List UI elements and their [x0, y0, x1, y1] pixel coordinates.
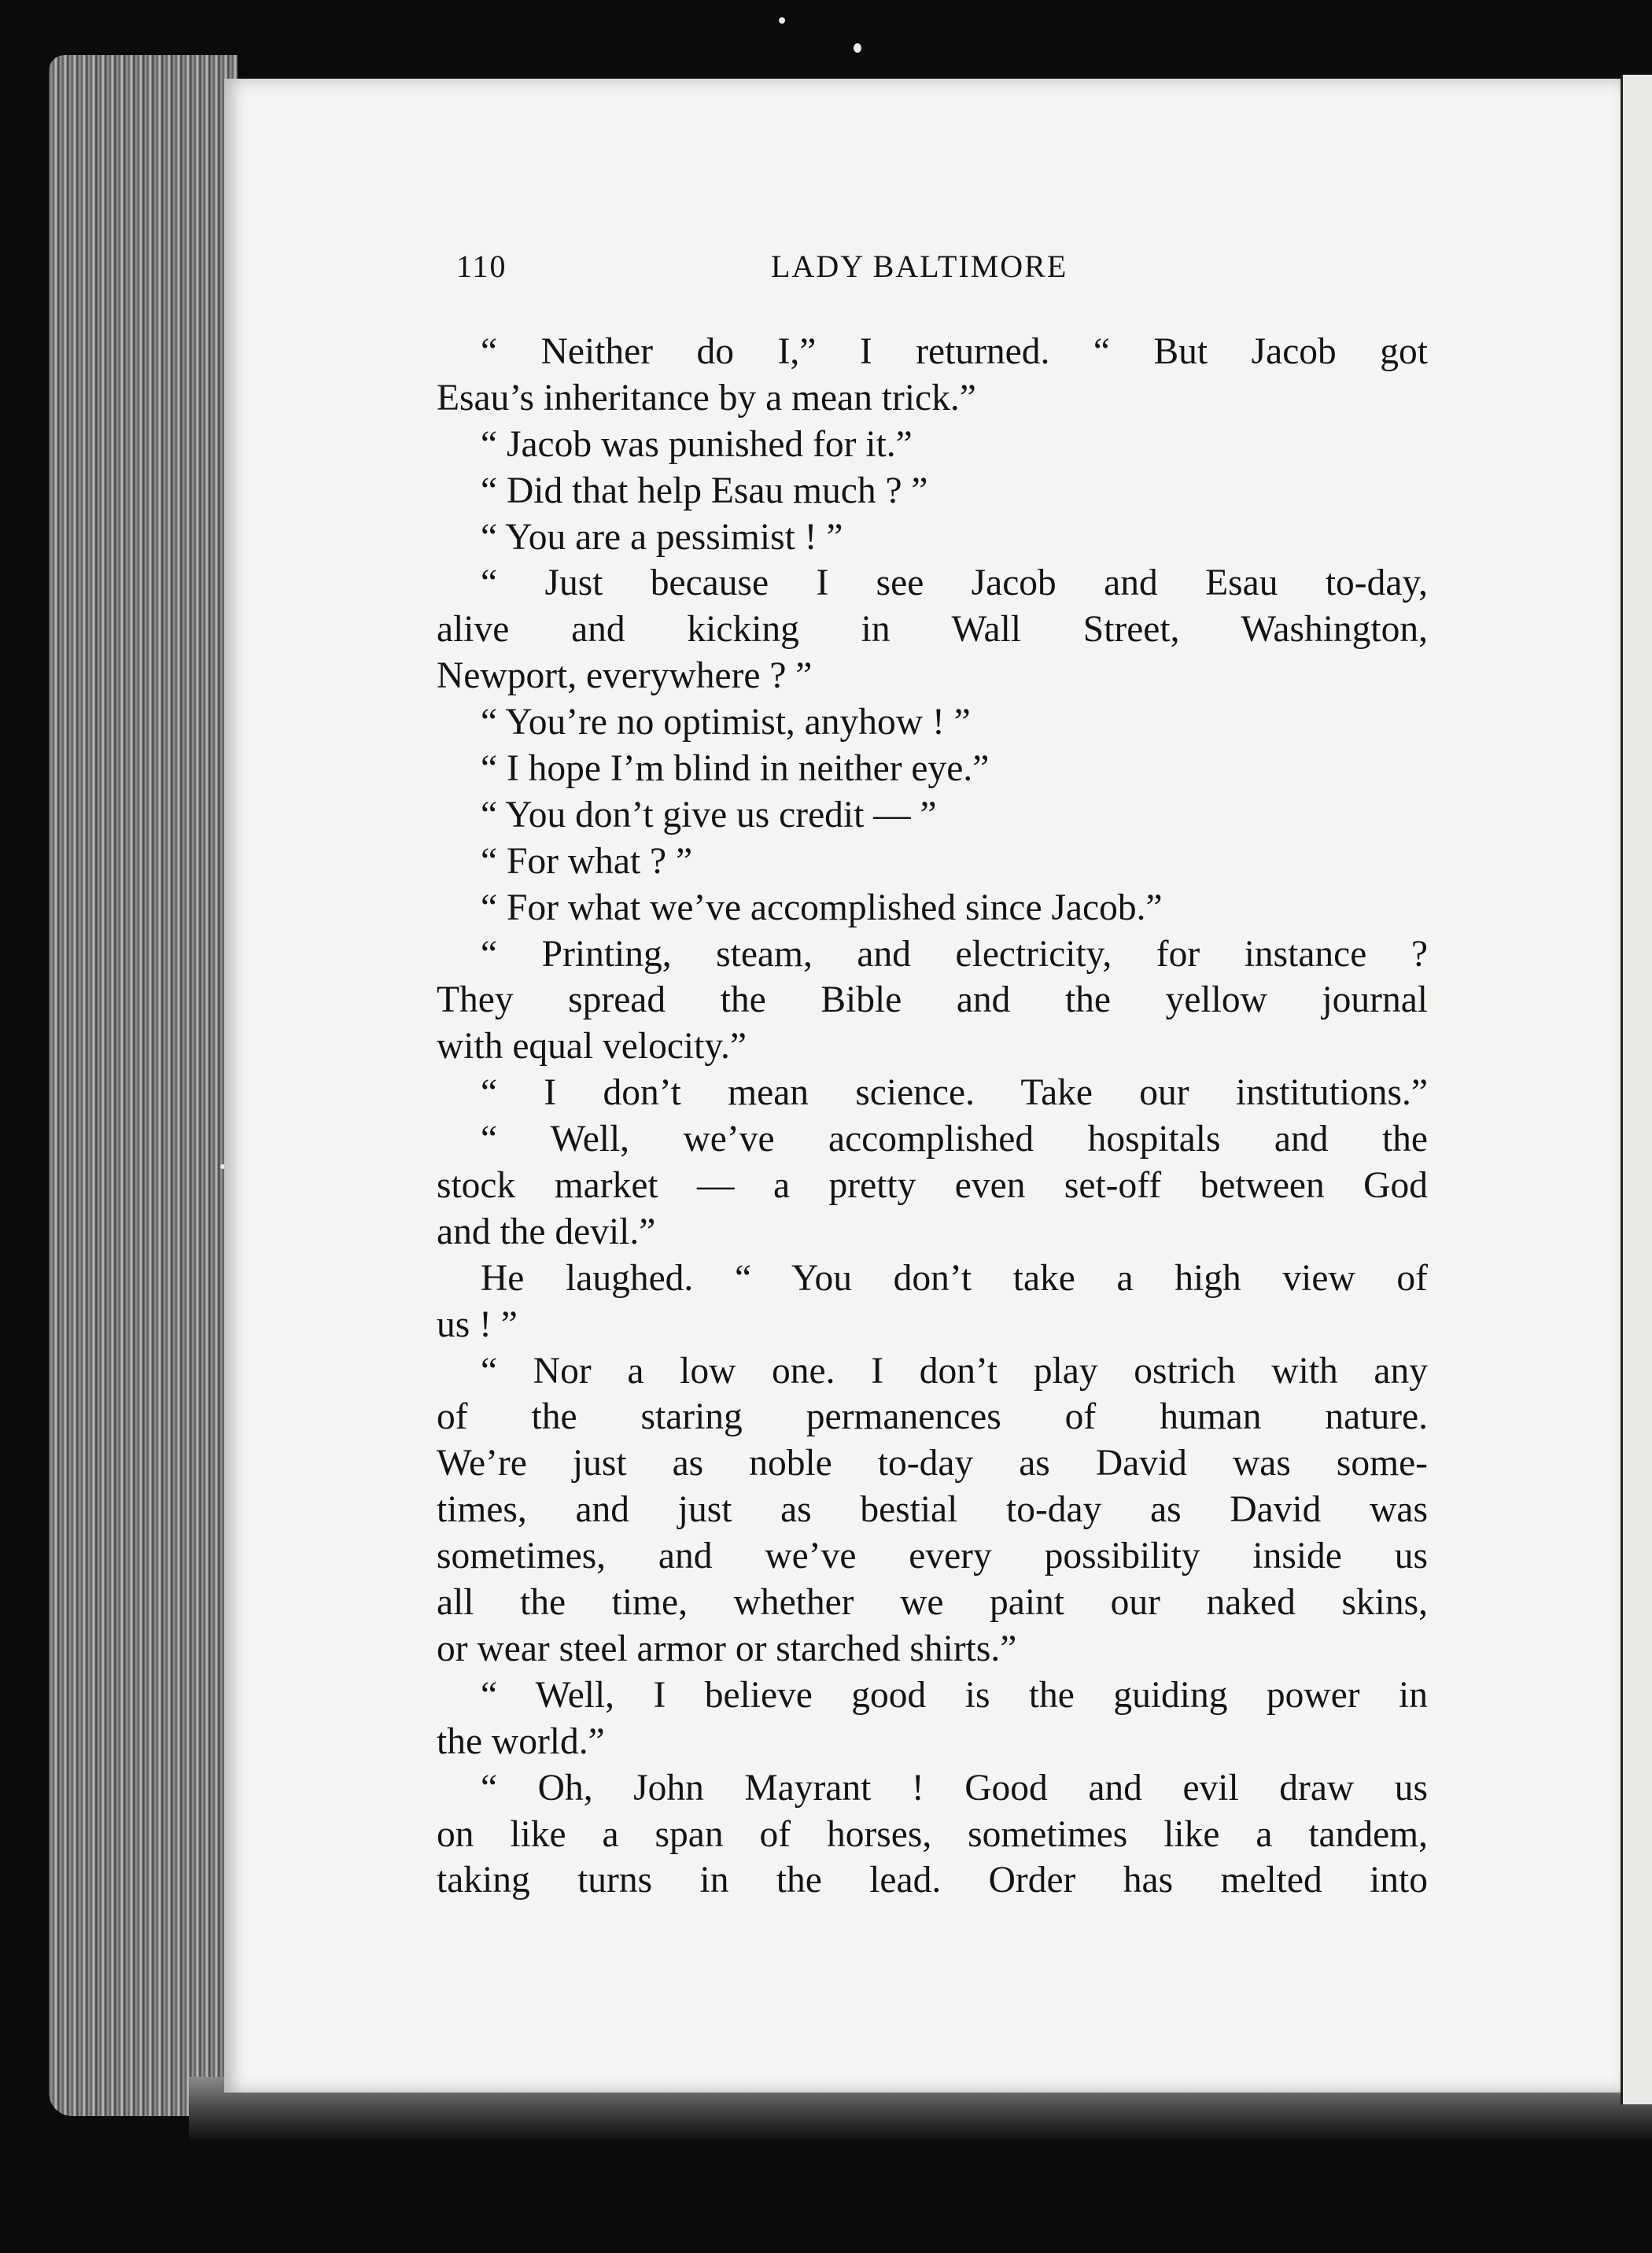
text-line: the world.” [437, 1720, 605, 1762]
text-line: “ You’re no optimist, anyhow ! ” [481, 702, 971, 743]
text-line: “ For what we’ve accomplished since Jacob.” [481, 887, 1163, 928]
text-line: “ You don’t give us credit — ” [481, 794, 937, 835]
text-line: times, and just as bestial to-day as David was [437, 1489, 1428, 1531]
text-line: all the time, whether we paint our naked skins, [437, 1582, 1428, 1624]
body-text [437, 329, 1428, 1904]
text-line: “ Did that help Esau much ? ” [481, 470, 928, 511]
text-line: “ Just because I see Jacob and Esau to-day, [481, 562, 1428, 604]
text-line: and the devil.” [437, 1211, 656, 1252]
text-line: “ I don’t mean science. Take our institutions.” [481, 1072, 1428, 1114]
text-line: “ I hope I’m blind in neither eye.” [481, 748, 990, 790]
text-line: taking turns in the lead. Order has melted into [437, 1860, 1428, 1901]
text-line: with equal velocity.” [437, 1026, 747, 1068]
text-line: “ You are a pessimist ! ” [481, 516, 843, 558]
text-line: “ Printing, steam, and electricity, for instance ? [481, 933, 1428, 975]
text-line: Newport, everywhere ? ” [437, 655, 813, 697]
page-edges [49, 55, 238, 2116]
text-line: “ Oh, John Mayrant ! Good and evil draw us [481, 1767, 1428, 1809]
text-line: stock market — a pretty even set-off between God [437, 1165, 1428, 1207]
text-line: sometimes, and we’ve every possibility inside us [437, 1536, 1428, 1577]
text-line: We’re just as noble to-day as David was some- [437, 1443, 1428, 1484]
text-line: or wear steel armor or starched shirts.” [437, 1628, 1017, 1669]
running-head [456, 248, 1447, 287]
text-line: “ Well, we’ve accomplished hospitals and the [481, 1119, 1428, 1160]
dust-speck [854, 43, 861, 53]
text-line: of the staring permanences of human nature. [437, 1396, 1428, 1438]
facing-page-edge [1621, 75, 1652, 2104]
text-line: Esau’s inheritance by a mean trick.” [437, 377, 976, 419]
text-line: “ Well, I believe good is the guiding power in [481, 1674, 1428, 1716]
text-line: “ Jacob was punished for it.” [481, 423, 913, 465]
text-line: on like a span of horses, sometimes like a tandem, [437, 1813, 1428, 1855]
text-line: He laughed. “ You don’t take a high view of [481, 1257, 1428, 1299]
text-line: “ Neither do I,” I returned. “ But Jacob got [481, 331, 1428, 372]
text-line: “ Nor a low one. I don’t play ostrich with any [481, 1350, 1428, 1392]
dust-speck [779, 17, 785, 24]
text-line: They spread the Bible and the yellow journal [437, 979, 1428, 1021]
running-title: LADY BALTIMORE [771, 249, 1068, 284]
text-line: “ For what ? ” [481, 840, 693, 882]
text-line: us ! ” [437, 1303, 518, 1345]
text-line: alive and kicking in Wall Street, Washington, [437, 609, 1428, 651]
page-number: 110 [456, 249, 507, 284]
